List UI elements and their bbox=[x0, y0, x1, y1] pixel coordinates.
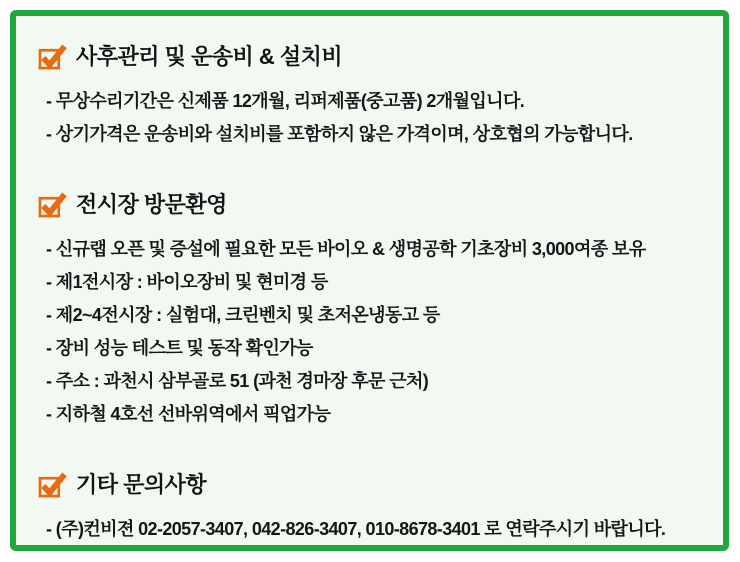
section-heading-row bbox=[38, 43, 707, 70]
list-item: - 무상수리기간은 신제품 12개월, 리퍼제품(중고품) 2개월입니다. bbox=[46, 91, 525, 111]
list-item: - 제1전시장 : 바이오장비 및 현미경 등 bbox=[46, 272, 328, 292]
list-item: - 신규랩 오픈 및 증설에 필요한 모든 바이오 & 생명공학 기초장비 3,000여종 보유 bbox=[46, 239, 646, 259]
checkbox-checked-icon bbox=[38, 191, 67, 218]
list-item: - 상기가격은 운송비와 설치비를 포함하지 않은 가격이며, 상호협의 가능합니다. bbox=[46, 124, 633, 144]
list-item: - (주)컨비젼 02-2057-3407, 042-826-3407, 010-8678-3401 로 연락주시기 바랍니다. bbox=[46, 519, 666, 539]
section-showroom bbox=[38, 191, 707, 431]
section-contact bbox=[38, 471, 707, 546]
section-items bbox=[38, 85, 707, 151]
section-title: 전시장 방문환영 bbox=[76, 191, 227, 217]
notice-panel bbox=[10, 10, 729, 551]
section-items bbox=[38, 233, 707, 431]
list-item: - 지하철 4호선 선바위역에서 픽업가능 bbox=[46, 404, 331, 424]
list-item: - 주소 : 과천시 삼부골로 51 (과천 경마장 후문 근처) bbox=[46, 371, 429, 391]
section-heading-row bbox=[38, 191, 707, 218]
list-item: - 장비 성능 테스트 및 동작 확인가능 bbox=[46, 338, 313, 358]
section-items bbox=[38, 513, 707, 546]
section-title: 사후관리 및 운송비 & 설치비 bbox=[76, 43, 343, 69]
section-aftercare bbox=[38, 43, 707, 151]
checkbox-checked-icon bbox=[38, 43, 67, 70]
checkbox-checked-icon bbox=[38, 471, 67, 498]
list-item: - 제2~4전시장 : 실험대, 크린벤치 및 초저온냉동고 등 bbox=[46, 305, 440, 325]
section-heading-row bbox=[38, 471, 707, 498]
section-title: 기타 문의사항 bbox=[76, 471, 207, 497]
